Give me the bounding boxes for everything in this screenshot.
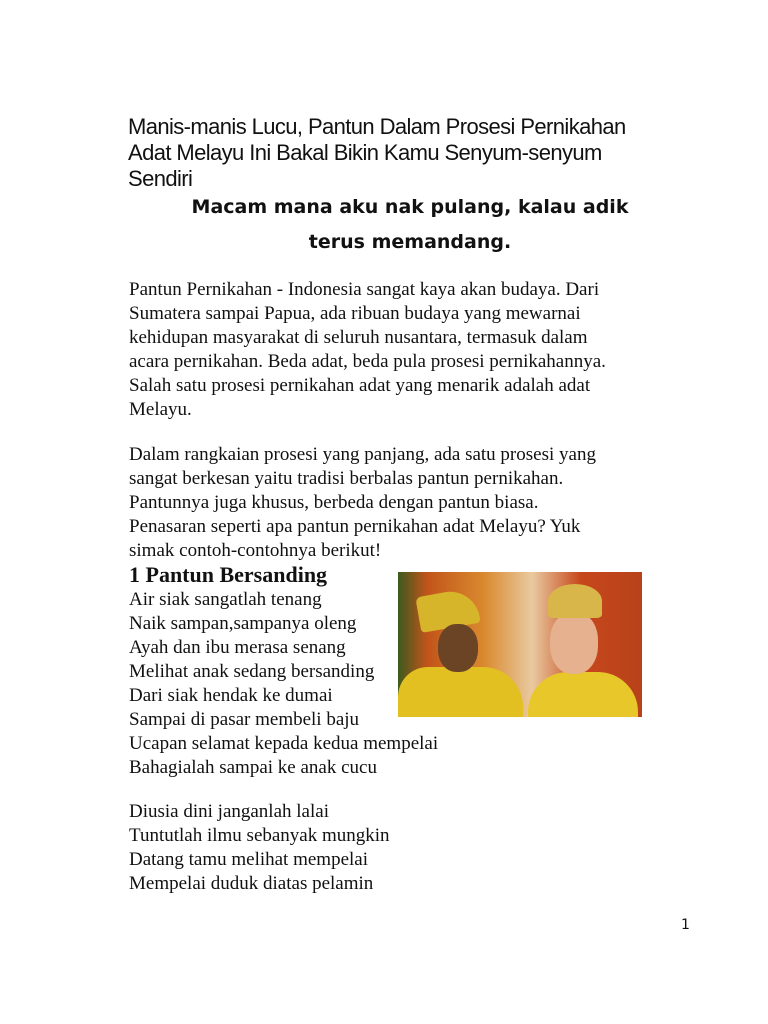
wedding-couple-photo <box>398 572 642 717</box>
poem-line: Bahagialah sampai ke anak cucu <box>129 757 377 778</box>
intro-paragraph <box>129 278 689 422</box>
text-line: Melayu. <box>129 399 192 420</box>
subtitle <box>128 190 692 260</box>
text-line: Dalam rangkaian prosesi yang panjang, ada satu prosesi yang <box>129 444 596 465</box>
document-title <box>128 114 728 192</box>
poem-line: Ucapan selamat kepada kedua mempelai <box>129 733 439 754</box>
groom-face <box>438 624 478 672</box>
text-line: Pantun Pernikahan - Indonesia sangat kaya akan budaya. Dari <box>129 279 600 300</box>
bride-face <box>550 612 598 674</box>
poem-line: Dari siak hendak ke dumai <box>129 685 333 706</box>
bride-figure <box>528 672 638 717</box>
text-line: Sumatera sampai Papua, ada ribuan budaya yang mewarnai <box>129 303 581 324</box>
poem-line: Diusia dini janganlah lalai <box>129 801 329 822</box>
poem-line: Datang tamu melihat mempelai <box>129 849 369 870</box>
title-line: Adat Melayu Ini Bakal Bikin Kamu Senyum-senyum <box>128 140 602 165</box>
text-line: Penasaran seperti apa pantun pernikahan adat Melayu? Yuk <box>129 516 581 537</box>
title-line: Manis-manis Lucu, Pantun Dalam Prosesi Pernikahan <box>128 114 626 139</box>
poem-line: Tuntutlah ilmu sebanyak mungkin <box>129 825 390 846</box>
poem-line: Ayah dan ibu merasa senang <box>129 637 346 658</box>
text-line: Salah satu prosesi pernikahan adat yang menarik adalah adat <box>129 375 591 396</box>
groom-figure <box>398 667 523 717</box>
poem-line: Melihat anak sedang bersanding <box>129 661 375 682</box>
pantun-stanza-1 <box>129 588 438 780</box>
poem-line: Mempelai duduk diatas pelamin <box>129 873 374 894</box>
poem-line: Air siak sangatlah tenang <box>129 589 322 610</box>
text-line: simak contoh-contohnya berikut! <box>129 540 382 561</box>
text-line: kehidupan masyarakat di seluruh nusantara, termasuk dalam <box>129 327 588 348</box>
subtitle-line: Macam mana aku nak pulang, kalau adik <box>191 196 629 218</box>
subtitle-line: terus memandang. <box>308 231 512 253</box>
title-line: Sendiri <box>128 166 193 191</box>
poem-line: Naik sampan,sampanya oleng <box>129 613 357 634</box>
text-line: acara pernikahan. Beda adat, beda pula prosesi pernikahannya. <box>129 351 606 372</box>
poem-line: Sampai di pasar membeli baju <box>129 709 360 730</box>
pantun-stanza-2 <box>129 800 390 896</box>
section-heading: 1 Pantun Bersanding <box>129 562 328 587</box>
bride-crown <box>548 584 602 618</box>
text-line: Pantunnya juga khusus, berbeda dengan pantun biasa. <box>129 492 539 513</box>
text-line: sangat berkesan yaitu tradisi berbalas pantun pernikahan. <box>129 468 564 489</box>
second-paragraph <box>129 443 689 563</box>
page-number: 1 <box>681 917 690 933</box>
